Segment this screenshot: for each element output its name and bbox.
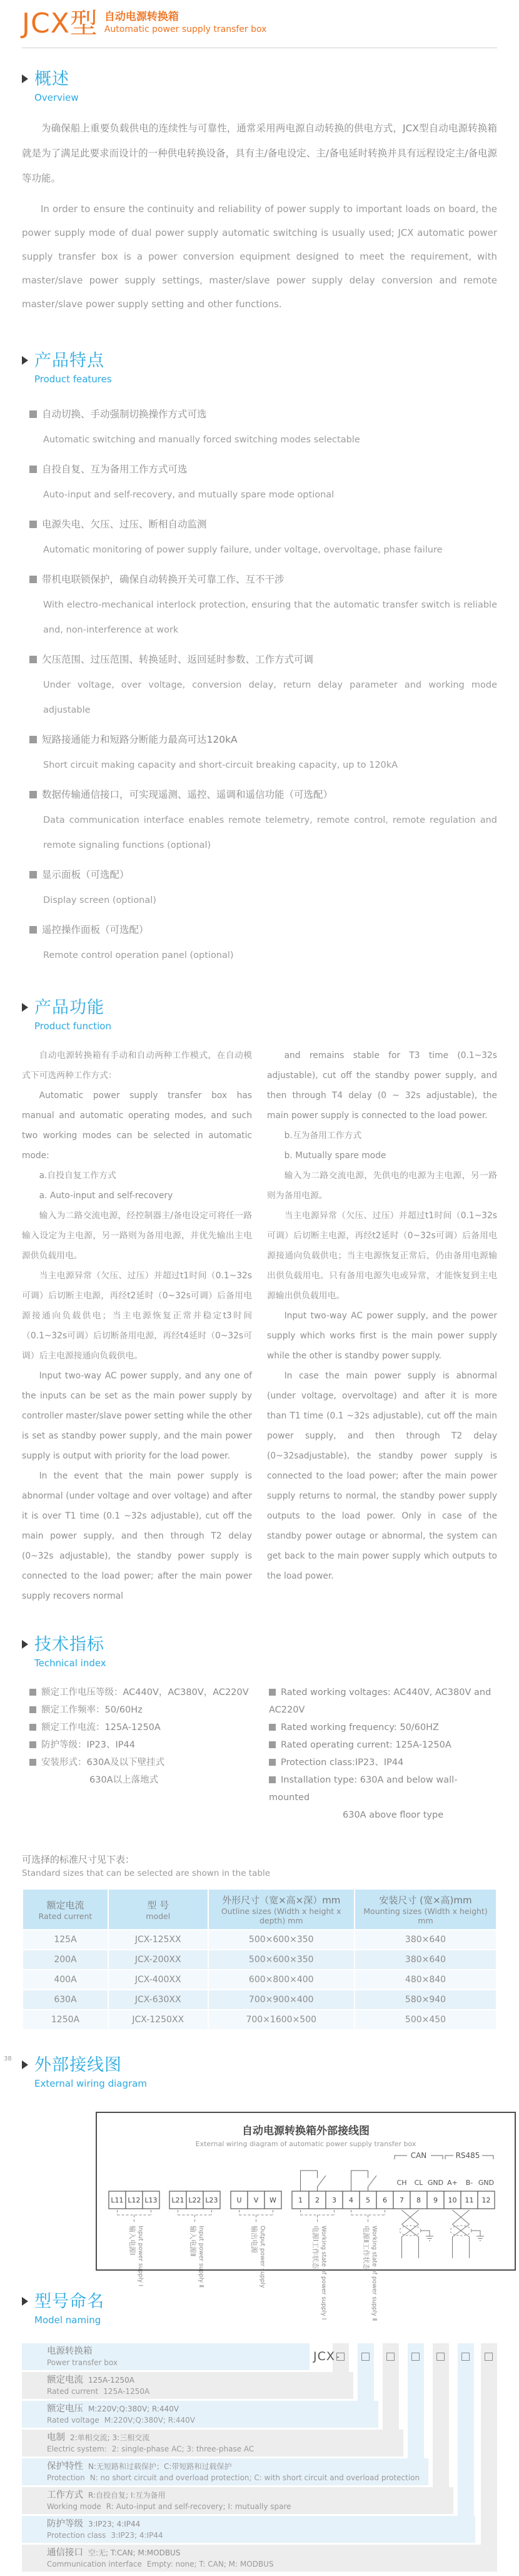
terminal-label: 10 bbox=[448, 2196, 457, 2204]
naming-row: 防护等级 3:IP23; 4:IP44 Protection class 3:IP23; 4:IP44 bbox=[22, 2516, 475, 2543]
section-arrow-icon bbox=[22, 2297, 28, 2306]
spec-table bbox=[22, 1888, 497, 2030]
model-dash: - bbox=[336, 2351, 340, 2363]
section-arrow-icon bbox=[22, 1003, 28, 1012]
cell-outline: 500×600×350 bbox=[209, 1930, 355, 1949]
terminal-label: 8 bbox=[416, 2196, 421, 2204]
tech-spec: 额定工作频率：50/60Hz bbox=[41, 1705, 143, 1715]
feature-zh: 短路接通能力和短路分断能力最高可达120kA bbox=[42, 734, 238, 745]
group-label-zh: 输入电源Ⅰ bbox=[128, 2226, 136, 2256]
terminal-label: W bbox=[270, 2196, 276, 2204]
terminal-label: 5 bbox=[366, 2196, 370, 2204]
bullet-square-icon bbox=[269, 1759, 276, 1766]
cell-outline: 500×600×350 bbox=[209, 1950, 355, 1969]
model-prefix: JCX bbox=[313, 2349, 335, 2363]
tech-spec: Rated working voltages: AC440V, AC380V and AC220V bbox=[269, 1688, 491, 1715]
page-subtitle-en: Automatic power supply transfer box bbox=[104, 24, 267, 34]
table-header-row bbox=[23, 1890, 496, 1929]
group-label-en: Working state of power supply Ⅱ bbox=[371, 2226, 378, 2321]
cell-model: JCX-125XX bbox=[109, 1930, 208, 1949]
feature-zh: 欠压范围、过压范围、转换延时、返回延时参数、工作方式可调 bbox=[42, 654, 314, 665]
terminal-label: 2 bbox=[315, 2196, 320, 2204]
section-arrow-icon bbox=[22, 356, 28, 365]
model-code-box bbox=[411, 2353, 420, 2361]
size-table-block bbox=[22, 1853, 497, 2030]
cell-model: JCX-1250XX bbox=[109, 2010, 208, 2029]
section-function bbox=[22, 998, 497, 1606]
cell-mounting: 500×450 bbox=[355, 2010, 496, 2029]
feature-en: With electro-mechanical interlock protection, ensuring that the automatic transfer switch is reliable and, non-interference at work bbox=[43, 600, 497, 635]
cell-rated-current: 125A bbox=[23, 1930, 108, 1949]
cell-model: JCX-630XX bbox=[109, 1990, 208, 2009]
naming-row: 工作方式 R:自投自复; I:互为备用 Working mode R: Auto-input and self-recovery; I: mutually spare bbox=[22, 2487, 453, 2514]
feature-en: Auto-input and self-recovery, and mutually spare mode optional bbox=[43, 490, 335, 500]
group-label-en: Working state of power supply Ⅰ bbox=[320, 2226, 327, 2320]
tech-heading-zh: 技术指标 bbox=[34, 1635, 104, 1654]
bullet-square-icon bbox=[269, 1689, 276, 1696]
wiring-heading-zh: 外部接线图 bbox=[34, 2055, 122, 2075]
cell-mounting: 380×640 bbox=[355, 1930, 496, 1949]
group-label-zh: 电源Ⅱ工作状态 bbox=[362, 2226, 370, 2271]
bus-pin: GND bbox=[427, 2179, 444, 2187]
cell-outline: 700×1600×500 bbox=[209, 2010, 355, 2029]
page-title: JCX型 bbox=[22, 8, 98, 39]
table-caption-zh: 可选择的标准尺寸见下表： bbox=[22, 1854, 135, 1865]
bullet-square-icon bbox=[29, 1724, 36, 1731]
cell-rated-current: 200A bbox=[23, 1950, 108, 1969]
feature-item bbox=[29, 566, 497, 643]
cell-outline: 600×800×400 bbox=[209, 1970, 355, 1989]
terminal-label: 3 bbox=[332, 2196, 336, 2204]
bus-pin: GND bbox=[478, 2179, 495, 2187]
cell-mounting: 480×840 bbox=[355, 1970, 496, 1989]
bullet-square-icon bbox=[29, 926, 37, 934]
function-left-column bbox=[22, 1046, 252, 1606]
model-code-box bbox=[361, 2353, 370, 2361]
function-paragraph: Input two-way AC power supply, and the power supply which works first is the main power supply while the other is standby power supply. bbox=[267, 1311, 497, 1361]
can-label: CAN bbox=[410, 2151, 427, 2160]
bullet-square-icon bbox=[29, 466, 37, 473]
feature-item bbox=[29, 511, 497, 563]
bullet-square-icon bbox=[29, 1689, 36, 1696]
feature-en: Automatic switching and manually forced switching modes selectable bbox=[43, 435, 360, 445]
feature-zh: 遥控操作面板（可选配） bbox=[42, 924, 149, 935]
group-label-zh: 输出电源 bbox=[250, 2226, 258, 2253]
page-header bbox=[22, 0, 497, 40]
feature-en: Remote control operation panel (optional) bbox=[43, 950, 234, 960]
feature-zh: 显示面板（可选配） bbox=[42, 869, 129, 880]
wiring-title-en: External wiring diagram of automatic power supply transfer box bbox=[195, 2140, 416, 2148]
bullet-square-icon bbox=[29, 1741, 36, 1748]
feature-en: Short circuit making capacity and short-circuit breaking capacity, up to 120kA bbox=[43, 760, 398, 770]
feature-zh: 数据传输通信接口，可实现遥测、遥控、遥调和遥信功能（可选配） bbox=[42, 789, 333, 800]
section-arrow-icon bbox=[22, 2060, 28, 2069]
feature-zh: 带机电联锁保护，确保自动转换开关可靠工作、互不干涉 bbox=[42, 574, 285, 585]
bullet-square-icon bbox=[29, 576, 37, 583]
terminal-label: L12 bbox=[128, 2196, 141, 2204]
terminal-label: 6 bbox=[383, 2196, 387, 2204]
feature-zh: 电源失电、欠压、过压、断相自动监测 bbox=[42, 519, 207, 530]
terminal-label: L11 bbox=[111, 2196, 124, 2204]
cell-rated-current: 400A bbox=[23, 1970, 108, 1989]
features-heading-en: Product features bbox=[34, 374, 112, 385]
model-code-box bbox=[485, 2353, 493, 2361]
col-header-rated-current: 额定电流 Rated current bbox=[23, 1890, 108, 1929]
tech-spec: 防护等级：IP23、IP44 bbox=[41, 1740, 135, 1750]
terminal-label: U bbox=[236, 2196, 242, 2204]
group-label-en: Input power supply Ⅱ bbox=[198, 2226, 204, 2288]
feature-item bbox=[29, 646, 497, 723]
feature-en: Under voltage, over voltage, conversion delay, return delay parameter and working mode adjustable bbox=[43, 680, 497, 715]
naming-strip bbox=[358, 2343, 374, 2401]
tech-spec: 额定工作电流：125A-1250A bbox=[41, 1723, 161, 1733]
naming-row: 电源转换箱 Power transfer box bbox=[22, 2343, 310, 2370]
group-label-zh: 输入电源Ⅱ bbox=[189, 2226, 197, 2257]
terminal-label: 11 bbox=[465, 2196, 474, 2204]
features-heading-zh: 产品特点 bbox=[34, 351, 104, 370]
tech-spec: Installation type: 630A and below wall-mounted bbox=[269, 1775, 458, 1803]
col-header-model: 型 号 model bbox=[109, 1890, 208, 1929]
feature-item bbox=[29, 862, 497, 913]
naming-strip bbox=[433, 2343, 449, 2487]
terminal-label: 1 bbox=[298, 2196, 303, 2204]
feature-en: Display screen (optional) bbox=[43, 895, 156, 905]
naming-row: 保护特性 N:无短路和过载保护；C:带短路和过载保护 Protection N: no short circuit and overload protection; C: with short circuit and overload protection bbox=[22, 2458, 428, 2485]
terminal-label: 7 bbox=[400, 2196, 404, 2204]
section-arrow-icon bbox=[22, 1640, 28, 1649]
bullet-square-icon bbox=[29, 1706, 36, 1713]
tech-spec: 安装形式：630A及以下壁挂式 bbox=[41, 1758, 165, 1768]
model-code-box bbox=[386, 2353, 395, 2361]
feature-zh: 自投自复、互为备用工作方式可选 bbox=[42, 464, 188, 475]
wiring-diagram bbox=[96, 2112, 516, 2321]
function-paragraph: Input two-way AC power supply, and any one of the inputs can be set as the main power supply by controller master/slave power setting while the other is set as standby power supply, and the main power supply is output with priority for the load power. bbox=[22, 1371, 252, 1461]
naming-row: 额定电流 125A-1250A Rated current 125A-1250A bbox=[22, 2372, 353, 2399]
model-code-box bbox=[336, 2353, 345, 2361]
function-paragraph: 输入为二路交流电源，先供电的电源为主电源，另一路则为备用电源。 bbox=[267, 1171, 497, 1201]
group-label-en: Output power supply bbox=[259, 2226, 266, 2288]
feature-en: Automatic monitoring of power supply failure, under voltage, overvoltage, phase failure bbox=[43, 545, 443, 555]
bullet-square-icon bbox=[269, 1741, 276, 1748]
bullet-square-icon bbox=[29, 656, 37, 663]
page-subtitle-zh: 自动电源转换箱 bbox=[104, 11, 179, 23]
feature-zh: 自动切换、手动强制切换操作方式可选 bbox=[42, 409, 207, 420]
cell-mounting: 580×940 bbox=[355, 1990, 496, 2009]
bullet-square-icon bbox=[29, 410, 37, 418]
col-header-outline-sizes: 外形尺寸（宽×高×深）mm Outline sizes (Width x height x depth) mm bbox=[209, 1890, 355, 1929]
cell-outline: 700×900×400 bbox=[209, 1990, 355, 2009]
model-naming-diagram bbox=[22, 2343, 497, 2576]
function-paragraph: b.互为备用工作方式 bbox=[284, 1131, 362, 1141]
terminal-label: 12 bbox=[481, 2196, 491, 2204]
section-overview bbox=[22, 69, 497, 316]
rs485-label: RS485 bbox=[455, 2151, 480, 2160]
table-row bbox=[23, 1930, 496, 1949]
wiring-title-zh: 自动电源转换箱外部接线图 bbox=[242, 2125, 370, 2137]
terminal-label: L23 bbox=[205, 2196, 218, 2204]
naming-heading-zh: 型号命名 bbox=[34, 2292, 104, 2311]
wiring-schematic bbox=[99, 2148, 510, 2321]
tech-spec: Rated operating current: 125A-1250A bbox=[281, 1740, 451, 1750]
cell-model: JCX-200XX bbox=[109, 1950, 208, 1969]
cell-rated-current: 1250A bbox=[23, 2010, 108, 2029]
function-paragraph: In the event that the main power supply is abnormal (under voltage and over voltage) and after it is over T1 time (0.1 ~32s adjustable), cut off the main power supply, and then through T2 delay (0~32s adjustable), the standby power supply is connected to the load power; after the main power supply recovers normal bbox=[22, 1471, 252, 1601]
naming-row: 额定电压 M:220V;Q:380V; R:440V Rated voltage M:220V;Q:380V; R:440V bbox=[22, 2401, 378, 2428]
terminal-label: 4 bbox=[349, 2196, 353, 2204]
bus-pin: CH bbox=[396, 2179, 407, 2187]
cell-model: JCX-400XX bbox=[109, 1970, 208, 1989]
tech-spec-continuation: 630A above floor type bbox=[343, 1810, 444, 1820]
model-code-box bbox=[436, 2353, 445, 2361]
function-paragraph: 自动电源转换箱有手动和自动两种工作模式，在自动模式下可选两种工作方式： bbox=[22, 1051, 252, 1081]
function-paragraph: 当主电源异常（欠压、过压）并超过t1时间（0.1~32s可调）后切断主电源，再经t2延时（0~32s可调）后备用电源接通向负载供电；当主电源恢复正常并稳定t3时间（0.1~32s可调）后切断备用电源，再经t4延时（0~32s可调）后主电源接通向负载供电。 bbox=[22, 1271, 252, 1361]
section-tech bbox=[22, 1635, 497, 1824]
feature-item bbox=[29, 781, 497, 858]
tech-spec-continuation: 630A以上落地式 bbox=[89, 1775, 159, 1785]
tech-spec: 额定工作电压等级：AC440V，AC380V，AC220V bbox=[41, 1688, 249, 1698]
bullet-square-icon bbox=[29, 871, 37, 878]
tech-column-zh bbox=[29, 1684, 258, 1824]
tech-heading-en: Technical index bbox=[34, 1657, 106, 1669]
table-row bbox=[23, 1990, 496, 2009]
naming-heading-en: Model naming bbox=[34, 2314, 101, 2326]
feature-item bbox=[29, 726, 497, 778]
cell-mounting: 380×640 bbox=[355, 1950, 496, 1969]
bullet-square-icon bbox=[29, 1759, 36, 1766]
bullet-square-icon bbox=[29, 791, 37, 798]
function-paragraph: a.自投自复工作方式 bbox=[39, 1171, 116, 1181]
naming-strip bbox=[458, 2343, 474, 2516]
table-row bbox=[23, 1970, 496, 1989]
group-label-zh: 电源Ⅰ工作状态 bbox=[311, 2226, 320, 2269]
function-right-column bbox=[267, 1046, 497, 1606]
terminal-label: V bbox=[253, 2196, 259, 2204]
function-paragraph: 当主电源异常（欠压、过压）并超过t1时间（0.1~32s可调）后切断主电源，再经t2延时（0~32s可调）后备用电源接通向负载供电；当主电源恢复正常后，仍由备用电源输出供负载用电。只有备用电源失电或异常，才能恢复到主电源输出供负载用电。 bbox=[267, 1211, 497, 1301]
naming-row: 电制 2:单相交流; 3:三相交流 Electric system: 2: single-phase AC; 3: three-phase AC bbox=[22, 2430, 403, 2456]
terminal-label: L22 bbox=[188, 2196, 201, 2204]
model-code-box bbox=[461, 2353, 470, 2361]
naming-strip bbox=[481, 2343, 497, 2545]
bus-pin: CL bbox=[414, 2179, 423, 2187]
overview-heading-zh: 概述 bbox=[34, 69, 69, 89]
wiring-heading-en: External wiring diagram bbox=[34, 2078, 147, 2089]
bullet-square-icon bbox=[29, 521, 37, 528]
section-naming bbox=[22, 2292, 497, 2576]
table-caption-en: Standard sizes that can be selected are shown in the table bbox=[22, 1868, 270, 1878]
tech-spec: Rated working frequency: 50/60HZ bbox=[281, 1723, 439, 1733]
function-paragraph: a. Auto-input and self-recovery bbox=[39, 1191, 173, 1201]
group-label-en: Input power supply Ⅰ bbox=[137, 2226, 144, 2287]
function-paragraph: and remains stable for T3 time (0.1~32s adjustable), cut off the standby power supply, and then through T4 delay (0 ~ 32s adjustable), the main power supply is connected to the load power. bbox=[267, 1051, 497, 1121]
bullet-square-icon bbox=[269, 1724, 276, 1731]
overview-paragraph-zh: 为确保船上重要负载供电的连续性与可靠性，通常采用两电源自动转换的供电方式，JCX型自动电源转换箱就是为了满足此要求而设计的一种供电转换设备，具有主/备电设定、主/备电延时转换并具有远程设定主/备电源等功能。 bbox=[22, 123, 497, 184]
cell-rated-current: 630A bbox=[23, 1990, 108, 2009]
tech-spec: Protection class:IP23、IP44 bbox=[281, 1758, 404, 1768]
function-paragraph: b. Mutually spare mode bbox=[284, 1151, 386, 1161]
function-heading-zh: 产品功能 bbox=[34, 998, 104, 1017]
bus-pin: A+ bbox=[447, 2179, 458, 2187]
bus-pin: B- bbox=[465, 2179, 473, 2187]
tech-column-en bbox=[269, 1684, 497, 1824]
feature-item bbox=[29, 917, 497, 968]
terminal-label: L13 bbox=[144, 2196, 158, 2204]
bullet-square-icon bbox=[269, 1776, 276, 1783]
page-number: 38 bbox=[4, 2055, 12, 2062]
section-features bbox=[22, 351, 497, 968]
col-header-mounting-sizes: 安装尺寸 (宽×高)mm Mounting sizes (Width x height) mm bbox=[355, 1890, 496, 1929]
overview-paragraph-en: In order to ensure the continuity and reliability of power supply to important loads on board, the power supply mode of dual power supply automatic switching is usually used; JCX automatic power supply transfer box is a power conversion equipment designed to meet the requirement, with master/slave power supply settings, master/slave power supply delay conversion and remote master/slave power supply setting and other functions. bbox=[22, 203, 497, 310]
function-paragraph: In case the main power supply is abnormal (under voltage, overvoltage) and after it is more than T1 time (0.1 ~32s adjustable), cut off the main power supply, and then through T2 delay (0~32sadjustable), the standby power supply is connected to the load power; after the main power supply returns to normal, the standby power supply outputs to the load power. Only in case of the standby power outage or abnormal, the system can get back to the main power supply which outputs to the load power. bbox=[267, 1371, 497, 1581]
naming-row: 通信接口 空:无; T:CAN; M:MODBUS Communication interface Empty: none; T: CAN; M: MODBUS bbox=[22, 2545, 497, 2572]
section-arrow-icon bbox=[22, 74, 28, 83]
function-paragraph: Automatic power supply transfer box has manual and automatic operating modes, and such two working modes can be selected in automatic mode: bbox=[22, 1091, 252, 1161]
feature-item bbox=[29, 401, 497, 452]
function-paragraph: 输入为二路交流电源，经控制器主/备电设定可将任一路输入设定为主电源，另一路则为备用电源，并优先输出主电源供负载用电。 bbox=[22, 1211, 252, 1261]
feature-en: Data communication interface enables remote telemetry, remote control, remote regulation and remote signaling functions (optional) bbox=[43, 815, 497, 850]
bullet-square-icon bbox=[29, 736, 37, 743]
overview-heading-en: Overview bbox=[34, 92, 79, 103]
table-row bbox=[23, 1950, 496, 1969]
terminal-label: L21 bbox=[171, 2196, 184, 2204]
feature-item bbox=[29, 456, 497, 507]
function-heading-en: Product function bbox=[34, 1021, 111, 1032]
table-row bbox=[23, 2010, 496, 2029]
terminal-label: 9 bbox=[433, 2196, 438, 2204]
